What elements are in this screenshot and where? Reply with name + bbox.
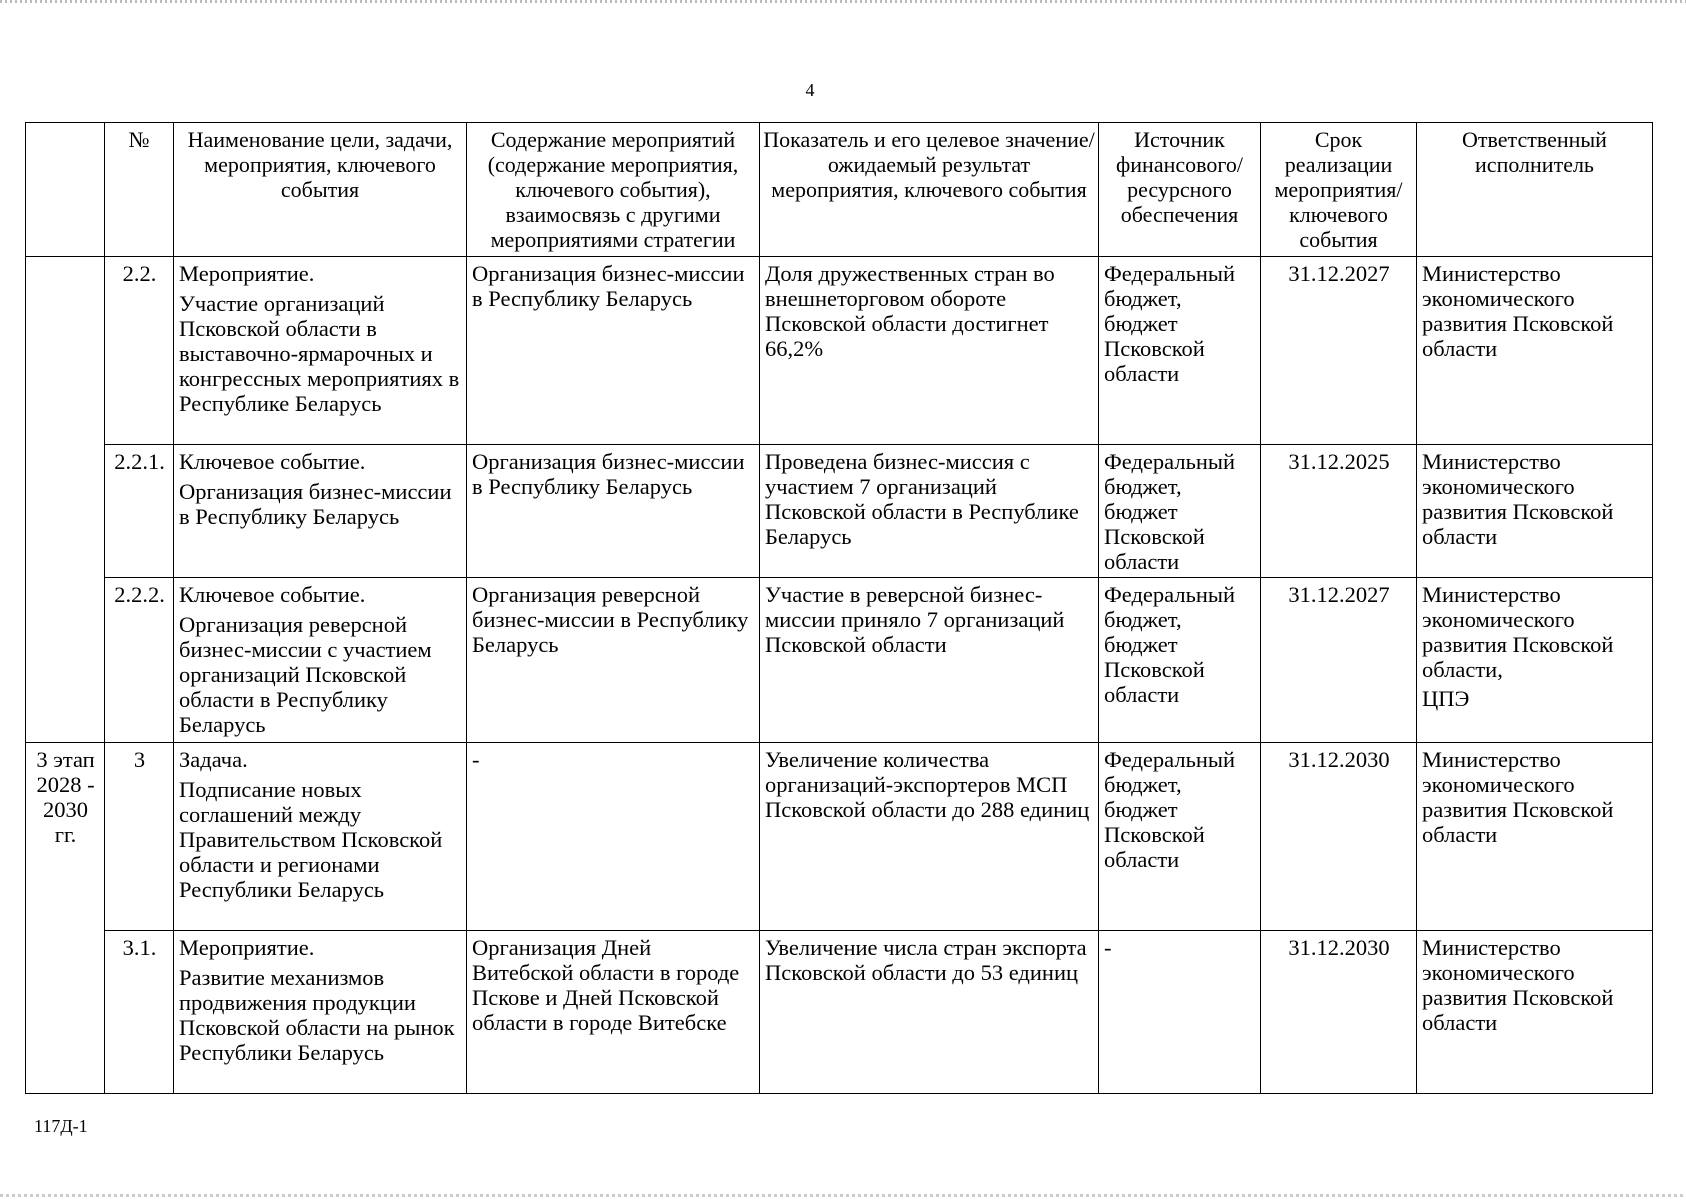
row-name xyxy=(174,445,467,578)
row-source: Федеральный бюджет, бюджет Псковской области xyxy=(1099,257,1261,445)
stage-cell-empty xyxy=(26,257,105,743)
row-indicator: Участие в реверсной бизнес-миссии приняло 7 организаций Псковской области xyxy=(760,578,1099,743)
table-row xyxy=(26,578,1653,743)
row-responsible: Министерство экономического развития Псковской области xyxy=(1417,257,1653,445)
row-title: Развитие механизмов продвижения продукции Псковской области на рынок Республики Беларусь xyxy=(179,965,455,1065)
header-name: Наименование цели, задачи, мероприятия, ключевого события xyxy=(174,123,467,257)
row-name xyxy=(174,578,467,743)
row-source: Федеральный бюджет, бюджет Псковской области xyxy=(1099,445,1261,578)
row-content: Организация бизнес-миссии в Республику Беларусь xyxy=(467,445,760,578)
header-responsible: Ответственный исполнитель xyxy=(1417,123,1653,257)
scan-edge-top xyxy=(0,0,1686,3)
document-code: 117Д-1 xyxy=(34,1116,88,1136)
row-responsible xyxy=(1417,578,1653,743)
table-header-row xyxy=(26,123,1653,257)
row-content: - xyxy=(467,743,760,931)
row-number: 3 xyxy=(105,743,174,931)
row-title: Подписание новых соглашений между Правительством Псковской области и регионами Республики Беларусь xyxy=(179,777,443,902)
row-deadline: 31.12.2027 xyxy=(1261,578,1417,743)
row-number: 2.2.2. xyxy=(105,578,174,743)
header-content: Содержание мероприятий (содержание мероприятия, ключевого события), взаимосвязь с другими мероприятиями стратегии xyxy=(467,123,760,257)
scan-edge-bottom xyxy=(0,1194,1686,1197)
row-deadline: 31.12.2025 xyxy=(1261,445,1417,578)
header-stage xyxy=(26,123,105,257)
row-title: Организация реверсной бизнес-миссии с участием организаций Псковской области в Республику Беларусь xyxy=(179,612,432,737)
row-responsible: Министерство экономического развития Псковской области xyxy=(1417,445,1653,578)
row-deadline: 31.12.2027 xyxy=(1261,257,1417,445)
row-indicator: Доля дружественных стран во внешнеторговом обороте Псковской области достигнет 66,2% xyxy=(760,257,1099,445)
row-number: 2.2. xyxy=(105,257,174,445)
row-kind: Ключевое событие. xyxy=(179,449,366,474)
row-name xyxy=(174,931,467,1094)
row-content: Организация бизнес-миссии в Республику Беларусь xyxy=(467,257,760,445)
table-row xyxy=(26,743,1653,931)
row-responsible-extra: ЦПЭ xyxy=(1422,686,1470,711)
row-content: Организация Дней Витебской области в городе Пскове и Дней Псковской области в городе Витебске xyxy=(467,931,760,1094)
row-title: Участие организаций Псковской области в выставочно-ярмарочных и конгрессных мероприятиях в Республике Беларусь xyxy=(179,291,460,416)
header-indicator: Показатель и его целевое значение/ожидаемый результат мероприятия, ключевого события xyxy=(760,123,1099,257)
row-kind: Задача. xyxy=(179,747,248,772)
page-number: 4 xyxy=(805,80,815,100)
table-row xyxy=(26,931,1653,1094)
row-name xyxy=(174,257,467,445)
row-responsible: Министерство экономического развития Псковской области xyxy=(1417,931,1653,1094)
row-title: Организация бизнес-миссии в Республику Беларусь xyxy=(179,479,452,529)
row-deadline: 31.12.2030 xyxy=(1261,931,1417,1094)
row-name xyxy=(174,743,467,931)
row-content: Организация реверсной бизнес-миссии в Республику Беларусь xyxy=(467,578,760,743)
row-source: Федеральный бюджет, бюджет Псковской области xyxy=(1099,578,1261,743)
row-kind: Мероприятие. xyxy=(179,935,315,960)
row-indicator: Увеличение количества организаций-экспортеров МСП Псковской области до 288 единиц xyxy=(760,743,1099,931)
row-source: Федеральный бюджет, бюджет Псковской области xyxy=(1099,743,1261,931)
row-deadline: 31.12.2030 xyxy=(1261,743,1417,931)
header-deadline: Срок реализации мероприятия/ ключевого события xyxy=(1261,123,1417,257)
row-indicator: Проведена бизнес-миссия с участием 7 организаций Псковской области в Республике Беларусь xyxy=(760,445,1099,578)
row-source: - xyxy=(1099,931,1261,1094)
row-kind: Мероприятие. xyxy=(179,261,315,286)
table-row xyxy=(26,445,1653,578)
action-plan-table xyxy=(25,122,1653,1094)
header-number: № xyxy=(105,123,174,257)
row-indicator: Увеличение числа стран экспорта Псковской области до 53 единиц xyxy=(760,931,1099,1094)
row-kind: Ключевое событие. xyxy=(179,582,366,607)
row-responsible-main: Министерство экономического развития Псковской области, xyxy=(1422,582,1614,682)
row-number: 3.1. xyxy=(105,931,174,1094)
table-row xyxy=(26,257,1653,445)
stage-cell: 3 этап 2028 - 2030 гг. xyxy=(26,743,105,1094)
header-source: Источник финансового/ ресурсного обеспечения xyxy=(1099,123,1261,257)
row-responsible: Министерство экономического развития Псковской области xyxy=(1417,743,1653,931)
row-number: 2.2.1. xyxy=(105,445,174,578)
